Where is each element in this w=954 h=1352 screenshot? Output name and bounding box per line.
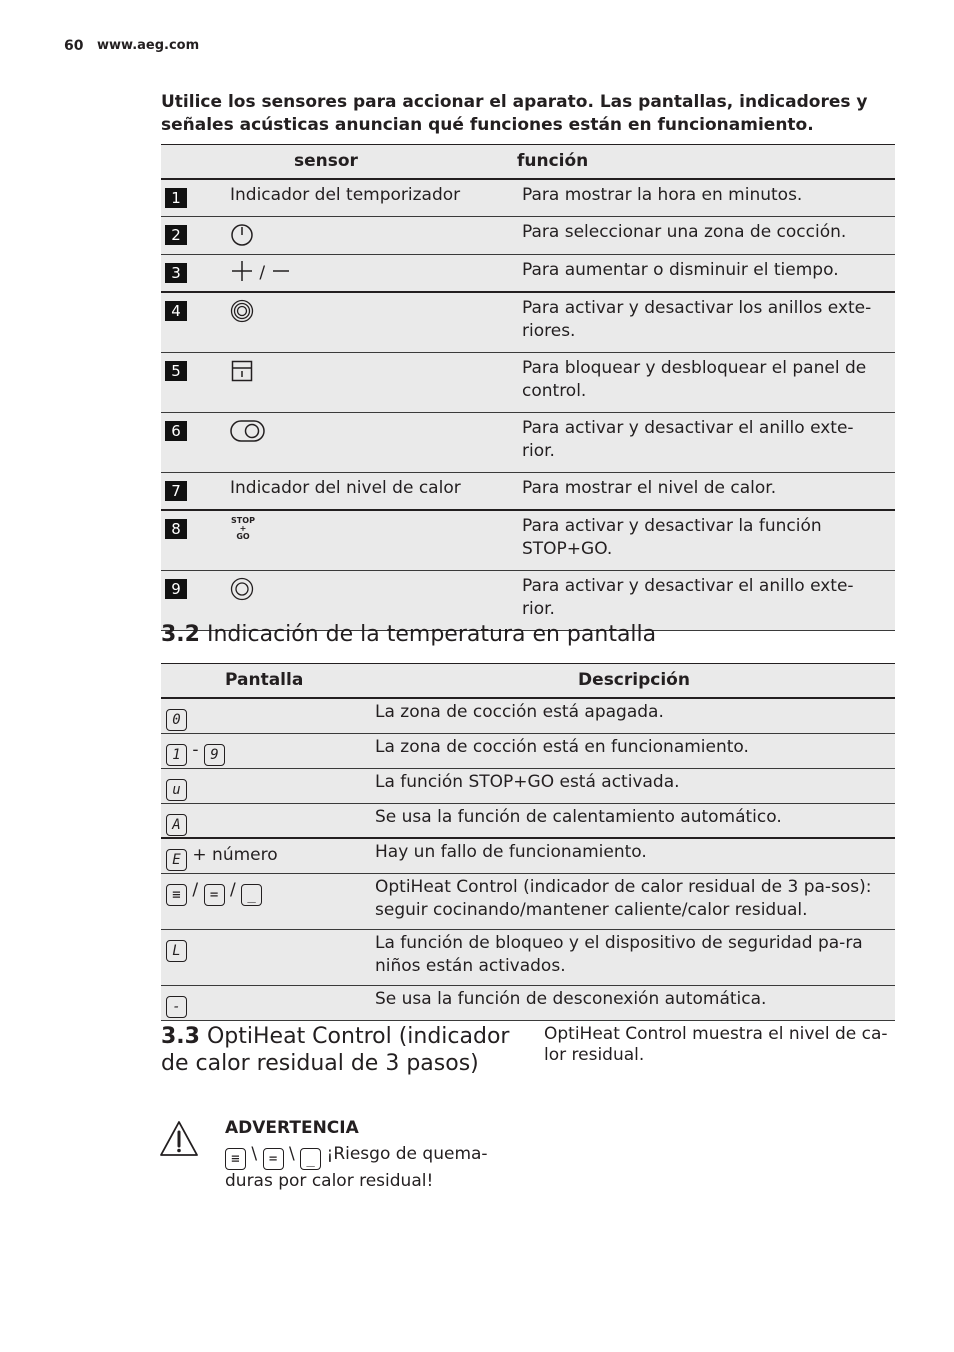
double-ring-icon <box>230 299 254 323</box>
row-number: 9 <box>165 579 187 599</box>
row-number: 1 <box>165 188 187 208</box>
table-row <box>161 838 895 873</box>
stop-plus: + <box>239 524 247 533</box>
table-row <box>161 255 895 293</box>
section-heading-3-2 <box>161 621 656 648</box>
symbol-separator: / <box>192 879 199 900</box>
sensor-label: Indicador del temporizador <box>229 179 517 217</box>
table-row <box>161 473 895 511</box>
warning-icon <box>159 1120 199 1158</box>
symbol-separator: \ <box>251 1144 258 1164</box>
function-text: Para activar y desactivar la función STOP+GO. <box>517 510 895 571</box>
table-row <box>161 873 895 929</box>
table-row <box>161 353 895 413</box>
power-icon <box>230 223 254 247</box>
oval-ring-icon <box>230 419 266 443</box>
display-symbol: u <box>166 779 187 801</box>
warning-title: ADVERTENCIA <box>225 1118 359 1138</box>
stop-label: STOP <box>231 516 255 525</box>
extra-label: + número <box>192 845 278 865</box>
range-separator: - <box>192 739 199 760</box>
row-number: 2 <box>165 225 187 245</box>
section-title: OptiHeat Control (indicador de calor residual de 3 pasos) <box>161 1024 510 1076</box>
table-row <box>161 510 895 571</box>
row-number: 8 <box>165 519 187 539</box>
warning-text <box>225 1143 505 1192</box>
plus-minus-separator: / <box>259 263 266 283</box>
sensor-table <box>161 144 895 631</box>
display-symbol: ≡ <box>166 884 187 906</box>
section-number: 3.3 <box>161 1024 200 1049</box>
display-symbol: 0 <box>166 709 187 731</box>
display-symbol: ≡ <box>225 1148 246 1170</box>
symbol-separator: \ <box>288 1144 295 1164</box>
sensor-table-header-funcion: función <box>517 145 895 180</box>
display-symbol: A <box>166 814 187 836</box>
description-text: La función de bloqueo y el dispositivo de seguridad pa-ra niños están activados. <box>373 929 895 985</box>
table-row <box>161 413 895 473</box>
display-table-header-pantalla: Pantalla <box>161 664 373 699</box>
plus-icon <box>230 259 254 283</box>
row-number: 5 <box>165 361 187 381</box>
sensor-table-header-num <box>161 145 229 180</box>
section-number: 3.2 <box>161 622 200 647</box>
ring-icon <box>230 577 254 601</box>
function-text: Para mostrar el nivel de calor. <box>517 473 895 511</box>
table-row <box>161 733 895 768</box>
display-symbol: 1 <box>166 744 187 766</box>
display-symbol: = <box>204 884 225 906</box>
function-text: Para activar y desactivar los anillos exte-riores. <box>517 292 895 353</box>
symbol-separator: / <box>229 879 236 900</box>
table-row <box>161 179 895 217</box>
sensor-label: Indicador del nivel de calor <box>229 473 517 511</box>
table-row <box>161 292 895 353</box>
description-text: Hay un fallo de funcionamiento. <box>373 838 895 873</box>
display-table <box>161 663 895 1021</box>
display-symbol: E <box>166 849 187 871</box>
minus-icon <box>271 259 291 283</box>
function-text: Para bloquear y desbloquear el panel de control. <box>517 353 895 413</box>
warning-message: ¡Riesgo de quema-duras por calor residual! <box>225 1144 488 1191</box>
page-number: 60 <box>64 38 84 54</box>
row-number: 6 <box>165 421 187 441</box>
function-text: Para activar y desactivar el anillo exte-rior. <box>517 571 895 631</box>
row-number: 3 <box>165 263 187 283</box>
display-table-header-descripcion: Descripción <box>373 664 895 699</box>
row-number: 4 <box>165 301 187 321</box>
function-text: Para seleccionar una zona de cocción. <box>517 217 895 255</box>
function-text: Para mostrar la hora en minutos. <box>517 179 895 217</box>
section-title: Indicación de la temperatura en pantalla <box>206 622 657 647</box>
description-text: Se usa la función de desconexión automática. <box>373 985 895 1020</box>
description-text: La zona de cocción está apagada. <box>373 698 895 733</box>
row-number: 7 <box>165 481 187 501</box>
intro-text: Utilice los sensores para accionar el aparato. Las pantallas, indicadores y señales acústicas anuncian qué funciones están en funcionamiento. <box>161 92 868 135</box>
display-symbol: _ <box>241 884 262 906</box>
description-text: La función STOP+GO está activada. <box>373 768 895 803</box>
function-text: Para aumentar o disminuir el tiempo. <box>517 255 895 293</box>
table-row <box>161 217 895 255</box>
header-url[interactable]: www.aeg.com <box>97 38 200 53</box>
table-row <box>161 929 895 985</box>
optiheat-description: OptiHeat Control muestra el nivel de ca-lor residual. <box>544 1024 888 1065</box>
go-label: GO <box>236 532 250 541</box>
table-row <box>161 803 895 838</box>
table-row <box>161 985 895 1020</box>
function-text: Para activar y desactivar el anillo exte-rior. <box>517 413 895 473</box>
table-row <box>161 698 895 733</box>
display-symbol: = <box>263 1148 284 1170</box>
lock-icon <box>230 359 254 383</box>
description-text: La zona de cocción está en funcionamiento. <box>373 733 895 768</box>
sensor-table-header-sensor: sensor <box>229 145 517 180</box>
table-row <box>161 768 895 803</box>
display-symbol: _ <box>300 1148 321 1170</box>
description-text: Se usa la función de calentamiento automático. <box>373 803 895 838</box>
display-symbol: L <box>166 940 187 962</box>
stop-go-icon <box>230 517 256 541</box>
section-heading-3-3 <box>161 1023 521 1077</box>
display-symbol: 9 <box>204 744 225 766</box>
display-symbol: - <box>166 996 187 1018</box>
description-text: OptiHeat Control (indicador de calor residual de 3 pa-sos): seguir cocinando/mantener caliente/calor residual. <box>373 873 895 929</box>
